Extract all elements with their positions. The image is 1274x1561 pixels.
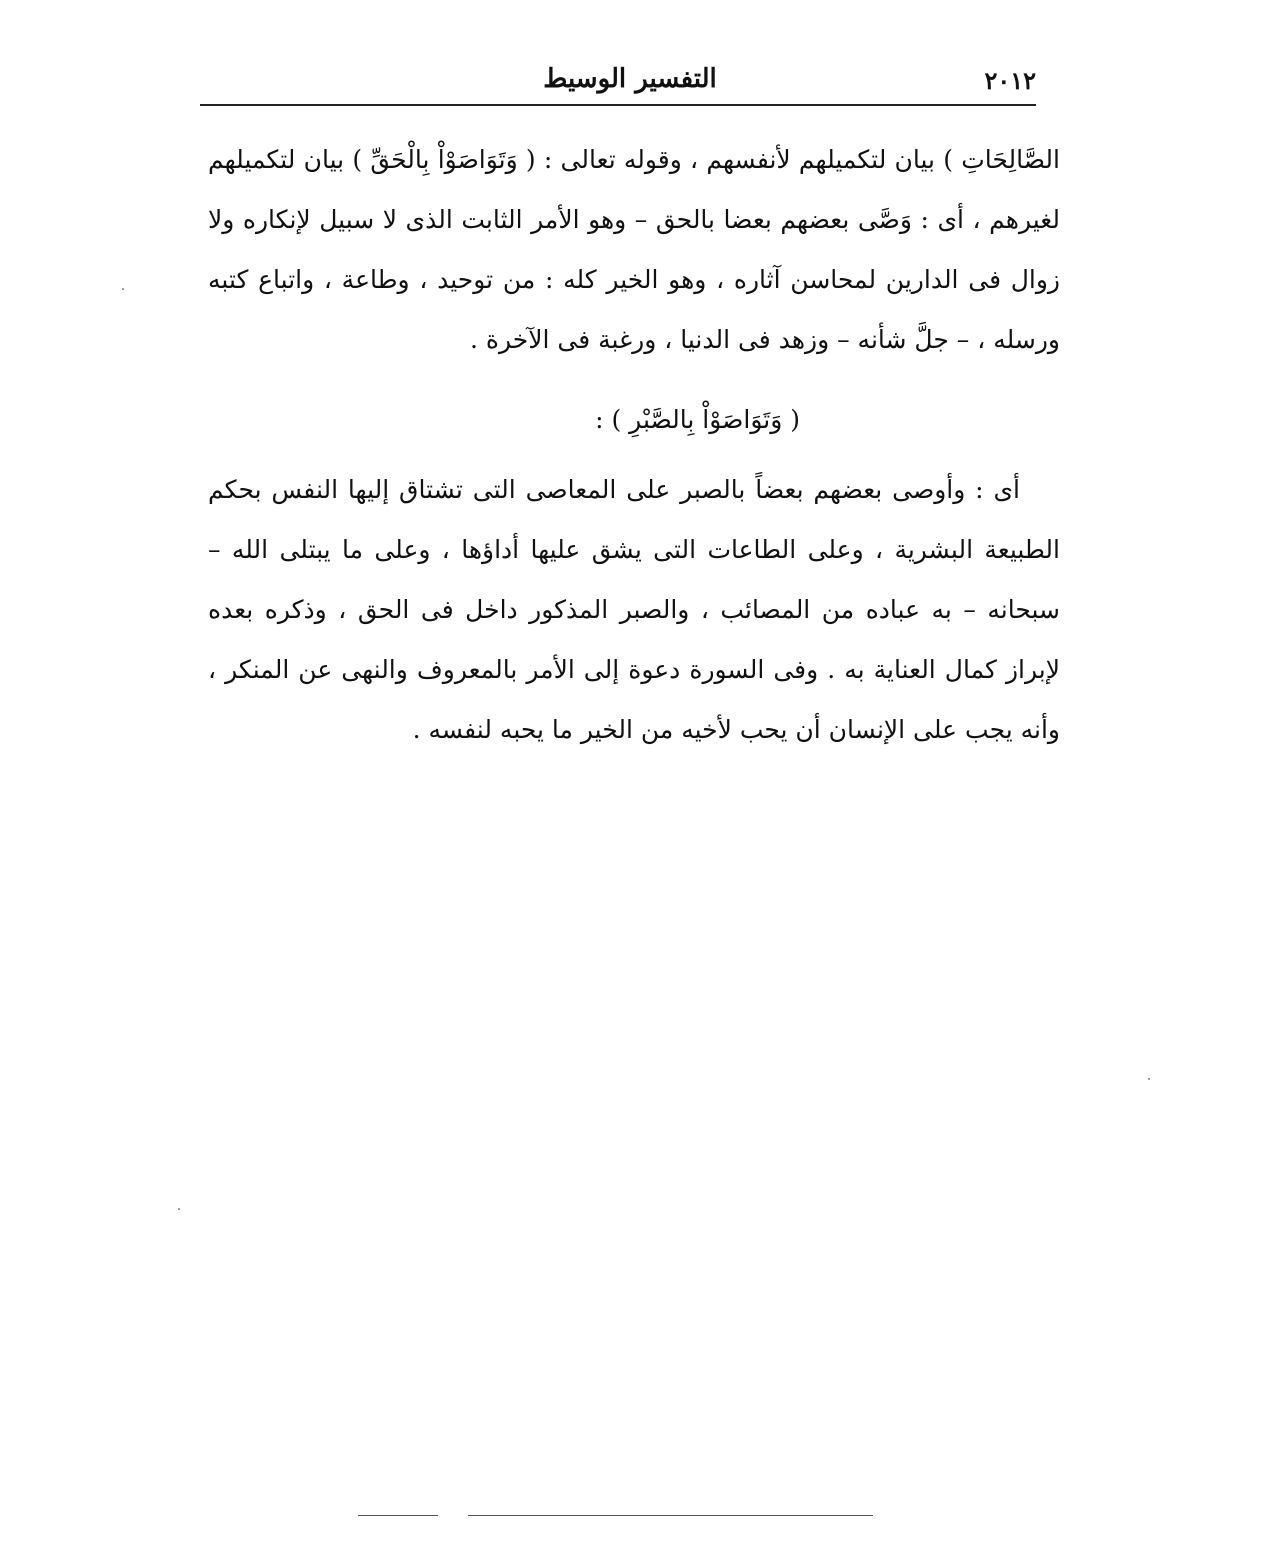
body-text bbox=[208, 130, 1060, 760]
page-number: ٢٠١٢ bbox=[984, 66, 1036, 95]
verse-heading: ( وَتَوَاصَوْاْ بِالصَّبْرِ ) : bbox=[595, 405, 800, 434]
paragraph-1: الصَّالِحَاتِ ) بيان لتكميلهم لأنفسهم ، وقوله تعالى : ( وَتَوَاصَوْاْ بِالْحَقِّ ) بيان لتكميلهم لغيرهم ، أى : وَصَّى بعضهم بعضا بالحق – وهو الأمر الثابت الذى لا سبيل لإنكاره ولا زوال فى الدارين لمحاسن آثاره ، وهو الخير كله : من توحيد ، وطاعة ، واتباع كتبه ورسله ، – جلَّ شأنه – وزهد فى الدنيا ، ورغبة فى الآخرة . bbox=[208, 145, 1060, 354]
header-rule bbox=[200, 104, 1036, 106]
scan-speck bbox=[1148, 1078, 1150, 1080]
scan-speck bbox=[178, 1208, 180, 1210]
footer-rule-long bbox=[468, 1515, 873, 1516]
footer-rule-short bbox=[358, 1515, 438, 1516]
page-header bbox=[200, 62, 1036, 106]
paragraph-2: أى : وأوصى بعضهم بعضاً بالصبر على المعاصى التى تشتاق إليها النفس بحكم الطبيعة البشرية ، وعلى الطاعات التى يشق عليها أداؤها ، وعلى ما يبتلى الله – سبحانه – به عباده من المصائب ، والصبر المذكور داخل فى الحق ، وذكره بعده لإبراز كمال العناية به . وفى السورة دعوة إلى الأمر بالمعروف والنهى عن المنكر ، وأنه يجب على الإنسان أن يحب لأخيه من الخير ما يحبه لنفسه . bbox=[208, 475, 1060, 744]
scan-speck bbox=[122, 288, 124, 290]
running-title: التفسير الوسيط bbox=[543, 64, 717, 94]
